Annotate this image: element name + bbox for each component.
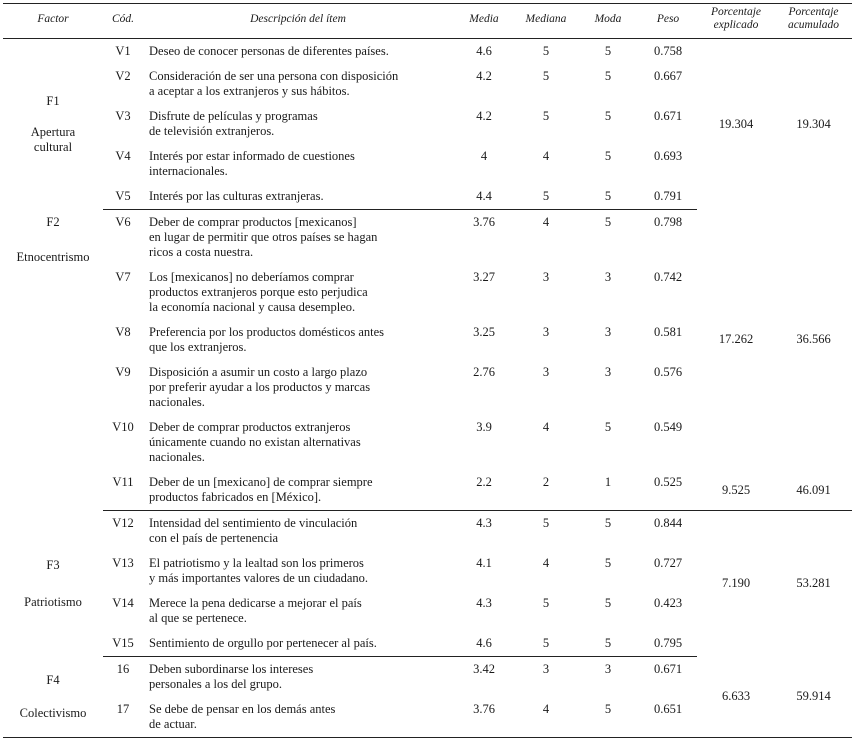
header-factor: Factor — [3, 4, 103, 39]
item-median: 5 — [542, 44, 550, 58]
item-description — [143, 697, 453, 738]
item-mean: 4.3 — [476, 516, 492, 530]
header-explained-line1: Porcentaje — [710, 6, 762, 18]
factor-name — [24, 595, 82, 610]
factor-cell — [3, 210, 103, 511]
item-mode: 1 — [577, 470, 639, 511]
item-code: V7 — [115, 270, 131, 284]
table-body — [3, 39, 852, 738]
item-description-line: a aceptar a los extranjeros y sus hábitos. — [149, 84, 350, 98]
item-mode: 3 — [604, 325, 612, 339]
item-description-line: con el país de pertenencia — [149, 531, 279, 545]
item-code: 16 — [116, 662, 130, 676]
item-mode: 5 — [577, 184, 639, 210]
item-description — [143, 470, 453, 511]
item-description-line: Deber de un [mexicano] de comprar siempre — [149, 475, 373, 489]
item-median: 5 — [542, 69, 550, 83]
explained-percent: 9.525 — [697, 470, 775, 511]
cumulative-percent: 36.566 — [796, 332, 831, 347]
factor-label — [5, 94, 101, 155]
item-description — [143, 144, 453, 184]
item-median: 4 — [542, 149, 550, 163]
factor-label — [5, 215, 101, 467]
item-median: 3 — [542, 325, 550, 339]
item-weight: 0.727 — [653, 556, 683, 570]
item-mean: 4.6 — [453, 631, 515, 657]
item-weight: 0.651 — [639, 697, 697, 738]
explained-percent: 7.190 — [721, 576, 751, 591]
header-row — [3, 4, 852, 39]
item-description-line: Disfrute de películas y programas — [149, 109, 318, 123]
item-mean: 3.76 — [473, 215, 495, 229]
item-description — [143, 39, 453, 65]
item-description-line: personales a los del grupo. — [149, 677, 282, 691]
item-mean: 4.1 — [476, 556, 492, 570]
item-description-line: de televisión extranjeros. — [149, 124, 275, 138]
item-mode: 3 — [604, 365, 612, 379]
cumulative-percent: 46.091 — [775, 470, 852, 511]
explained-percent: 6.633 — [697, 657, 775, 738]
item-weight: 0.667 — [653, 69, 683, 83]
cumulative-percent: 19.304 — [796, 116, 831, 131]
item-description-line: Interés por estar informado de cuestiones — [149, 149, 355, 163]
item-description — [143, 591, 453, 631]
item-mode: 3 — [604, 270, 612, 284]
item-description-line: Sentimiento de orgullo por pertenecer al país. — [149, 636, 377, 650]
item-mode: 3 — [604, 662, 612, 676]
item-mode: 5 — [604, 596, 612, 610]
item-description — [143, 320, 453, 360]
item-weight: 0.798 — [653, 215, 683, 229]
factor-label — [5, 673, 101, 721]
item-mode: 5 — [604, 149, 612, 163]
factor-name — [20, 706, 87, 721]
factor-name-line1: Apertura — [30, 124, 76, 139]
item-code: 17 — [103, 697, 143, 738]
item-median: 4 — [542, 420, 550, 434]
header-explained — [697, 4, 775, 39]
item-weight: 0.844 — [653, 516, 683, 530]
item-description-line: Los [mexicanos] no deberíamos comprar — [149, 270, 354, 284]
item-median: 5 — [515, 631, 577, 657]
item-description-line: Deseo de conocer personas de diferentes países. — [149, 44, 389, 58]
item-mean: 4.2 — [476, 109, 492, 123]
factor-name-line1: Etnocentrismo — [16, 249, 90, 264]
factor-cell — [3, 657, 103, 738]
cumulative-percent: 53.281 — [796, 576, 831, 591]
item-description — [143, 511, 453, 552]
item-code: V10 — [112, 420, 134, 434]
item-description-line: ricos a costa nuestra. — [149, 245, 254, 259]
item-description-line: únicamente cuando no existan alternativas — [149, 435, 361, 449]
item-code: V4 — [115, 149, 131, 163]
item-median: 3 — [542, 365, 550, 379]
item-description-line: de actuar. — [149, 717, 197, 731]
item-description — [143, 184, 453, 210]
item-weight: 0.525 — [639, 470, 697, 511]
factor-label — [5, 558, 101, 610]
item-mode: 5 — [604, 44, 612, 58]
item-mean: 4.4 — [453, 184, 515, 210]
item-weight: 0.758 — [653, 44, 683, 58]
item-median: 4 — [515, 697, 577, 738]
header-cumulative — [775, 4, 852, 39]
item-description-line: Preferencia por los productos domésticos antes — [149, 325, 385, 339]
item-mode: 5 — [604, 420, 612, 434]
item-mean: 3.27 — [473, 270, 495, 284]
item-code: V8 — [115, 325, 131, 339]
item-mean: 4.3 — [476, 596, 492, 610]
item-description — [143, 265, 453, 320]
item-description-line: nacionales. — [149, 450, 205, 464]
factor-name-line2: cultural — [33, 139, 73, 154]
item-mode: 5 — [604, 69, 612, 83]
item-description-line: internacionales. — [149, 164, 228, 178]
item-description-line: por preferir ayudar a los productos y marcas — [149, 380, 371, 394]
item-code: V14 — [112, 596, 134, 610]
header-mode: Moda — [577, 4, 639, 39]
header-description: Descripción del ítem — [143, 4, 453, 39]
item-description — [143, 631, 453, 657]
item-description-line: Deben subordinarse los intereses — [149, 662, 314, 676]
header-code: Cód. — [103, 4, 143, 39]
item-description-line: Intensidad del sentimiento de vinculación — [149, 516, 358, 530]
item-mode: 5 — [604, 215, 612, 229]
factor-cell — [3, 511, 103, 657]
item-mode: 5 — [577, 697, 639, 738]
cumulative-percent: 59.914 — [775, 657, 852, 738]
item-mean: 4.6 — [476, 44, 492, 58]
item-code: V11 — [103, 470, 143, 511]
item-median: 2 — [515, 470, 577, 511]
item-description-line: Merece la pena dedicarse a mejorar el país — [149, 596, 362, 610]
header-cumulative-line2: acumulado — [787, 19, 840, 31]
item-weight: 0.576 — [653, 365, 683, 379]
item-description-line: Disposición a asumir un costo a largo plazo — [149, 365, 368, 379]
table-row — [3, 657, 852, 698]
item-description-line: nacionales. — [149, 395, 205, 409]
item-weight: 0.742 — [653, 270, 683, 284]
item-description-line: al que se pertenece. — [149, 611, 247, 625]
item-code: V6 — [115, 215, 131, 229]
header-explained-line2: explicado — [713, 19, 759, 31]
item-description-line: El patriotismo y la lealtad son los primeros — [149, 556, 364, 570]
item-median: 4 — [542, 556, 550, 570]
item-mode: 5 — [577, 631, 639, 657]
item-description-line: Consideración de ser una persona con disposición — [149, 69, 399, 83]
item-mean: 4.2 — [476, 69, 492, 83]
item-mean: 2.76 — [473, 365, 495, 379]
table-row — [3, 210, 852, 266]
factor-name — [17, 250, 90, 265]
item-median: 3 — [542, 270, 550, 284]
item-median: 4 — [542, 215, 550, 229]
item-description — [143, 64, 453, 104]
item-description-line: productos extranjeros porque esto perjudica — [149, 285, 368, 299]
item-median: 5 — [515, 184, 577, 210]
header-weight: Peso — [639, 4, 697, 39]
item-mean: 3.9 — [476, 420, 492, 434]
factor-code: F2 — [46, 214, 60, 229]
table-row — [3, 39, 852, 65]
item-code: V5 — [103, 184, 143, 210]
item-description-line: y más importantes valores de un ciudadano. — [149, 571, 369, 585]
item-description-line: Deber de comprar productos [mexicanos] — [149, 215, 357, 229]
item-description-line: Deber de comprar productos extranjeros — [149, 420, 351, 434]
item-weight: 0.581 — [653, 325, 683, 339]
factor-analysis-table — [3, 3, 852, 738]
factor-name — [31, 125, 75, 155]
header-mean: Media — [453, 4, 515, 39]
item-description — [143, 210, 453, 266]
explained-percent: 19.304 — [718, 116, 754, 131]
factor-code: F4 — [46, 672, 60, 687]
item-description — [143, 104, 453, 144]
item-description — [143, 415, 453, 470]
item-description-line: Interés por las culturas extranjeras. — [149, 189, 324, 203]
item-median: 5 — [542, 596, 550, 610]
factor-code: F1 — [46, 93, 60, 108]
item-description — [143, 657, 453, 698]
item-median: 5 — [542, 109, 550, 123]
item-weight: 0.795 — [639, 631, 697, 657]
factor-table-container — [3, 3, 852, 738]
item-code: V9 — [115, 365, 131, 379]
factor-code: F3 — [46, 557, 60, 572]
item-description-line: que los extranjeros. — [149, 340, 247, 354]
item-mean: 2.2 — [453, 470, 515, 511]
item-description-line: en lugar de permitir que otros países se hagan — [149, 230, 378, 244]
item-weight: 0.549 — [653, 420, 683, 434]
explained-percent: 17.262 — [718, 332, 754, 347]
item-description — [143, 360, 453, 415]
item-mean: 4 — [480, 149, 488, 163]
item-mode: 5 — [604, 516, 612, 530]
item-code: V2 — [115, 69, 131, 83]
item-description — [143, 551, 453, 591]
header-cumulative-line1: Porcentaje — [788, 6, 839, 18]
item-weight: 0.671 — [653, 662, 683, 676]
item-code: V3 — [115, 109, 131, 123]
item-code: V15 — [103, 631, 143, 657]
item-weight: 0.791 — [639, 184, 697, 210]
item-weight: 0.693 — [653, 149, 683, 163]
factor-name-line1: Colectivismo — [19, 705, 87, 720]
factor-cell — [3, 39, 103, 210]
item-mode: 5 — [604, 109, 612, 123]
item-mean: 3.42 — [473, 662, 495, 676]
item-weight: 0.671 — [653, 109, 683, 123]
item-mean: 3.25 — [473, 325, 495, 339]
table-row — [3, 511, 852, 552]
item-code: V1 — [115, 44, 131, 58]
item-median: 3 — [542, 662, 550, 676]
header-median: Mediana — [515, 4, 577, 39]
item-code: V12 — [112, 516, 134, 530]
item-code: V13 — [112, 556, 134, 570]
item-mean: 3.76 — [453, 697, 515, 738]
item-description-line: Se debe de pensar en los demás antes — [149, 702, 336, 716]
item-weight: 0.423 — [653, 596, 683, 610]
table-row — [3, 470, 852, 511]
item-median: 5 — [542, 516, 550, 530]
item-mode: 5 — [604, 556, 612, 570]
factor-name-line1: Patriotismo — [24, 594, 82, 609]
item-description-line: productos fabricados en [México]. — [149, 490, 322, 504]
item-description-line: la economía nacional y causa desempleo. — [149, 300, 356, 314]
